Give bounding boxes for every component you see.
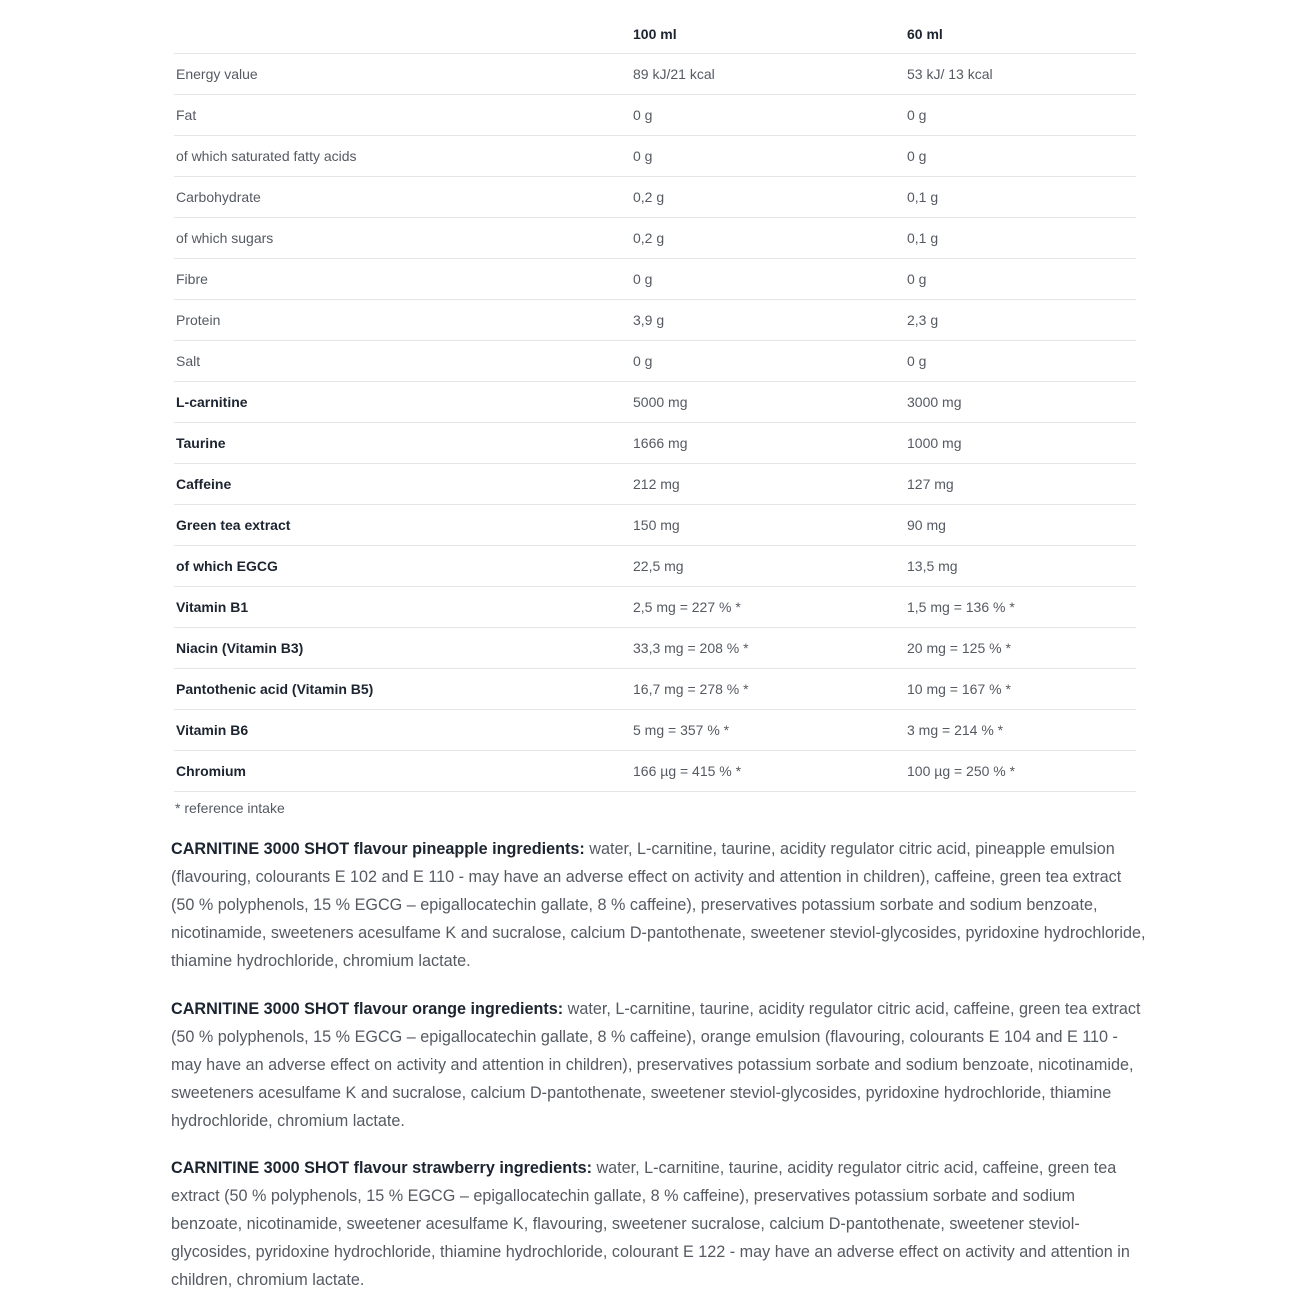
value-100ml: 1666 mg [631,423,905,464]
header-60ml: 60 ml [905,14,1136,54]
nutrient-name: of which EGCG [174,546,631,587]
value-100ml: 22,5 mg [631,546,905,587]
value-60ml: 0 g [905,136,1136,177]
value-100ml: 5000 mg [631,382,905,423]
table-row [174,464,1136,505]
nutrient-name: Taurine [174,423,631,464]
nutrient-name: Fibre [174,259,631,300]
table-row [174,628,1136,669]
nutrient-name: Salt [174,341,631,382]
nutrient-name: Caffeine [174,464,631,505]
table-row [174,546,1136,587]
value-100ml: 0 g [631,136,905,177]
nutrient-name: Vitamin B6 [174,710,631,751]
ingredients-pineapple [171,836,1146,976]
value-60ml: 2,3 g [905,300,1136,341]
value-60ml: 1,5 mg = 136 % * [905,587,1136,628]
value-100ml: 5 mg = 357 % * [631,710,905,751]
table-row [174,259,1136,300]
value-60ml: 127 mg [905,464,1136,505]
value-100ml: 0 g [631,95,905,136]
value-60ml: 20 mg = 125 % * [905,628,1136,669]
value-60ml: 13,5 mg [905,546,1136,587]
value-60ml: 0 g [905,95,1136,136]
nutrient-name: L-carnitine [174,382,631,423]
nutrient-name: of which sugars [174,218,631,259]
nutrient-name: Pantothenic acid (Vitamin B5) [174,669,631,710]
table-row [174,505,1136,546]
table-row [174,95,1136,136]
nutrient-name: of which saturated fatty acids [174,136,631,177]
nutrient-name: Chromium [174,751,631,792]
nutrient-name: Carbohydrate [174,177,631,218]
nutrient-name: Protein [174,300,631,341]
value-100ml: 150 mg [631,505,905,546]
table-row [174,341,1136,382]
value-100ml: 33,3 mg = 208 % * [631,628,905,669]
table-row [174,423,1136,464]
value-60ml: 90 mg [905,505,1136,546]
value-100ml: 16,7 mg = 278 % * [631,669,905,710]
value-100ml: 0 g [631,341,905,382]
table-row [174,54,1136,95]
table-row [174,177,1136,218]
nutrient-name: Energy value [174,54,631,95]
ingredients-heading: CARNITINE 3000 SHOT flavour pineapple ingredients: [171,840,585,858]
value-100ml: 89 kJ/21 kcal [631,54,905,95]
nutrient-name: Vitamin B1 [174,587,631,628]
value-60ml: 100 µg = 250 % * [905,751,1136,792]
ingredients-text: water, L-carnitine, taurine, acidity regulator citric acid, caffeine, green tea extract (50 % polyphenols, 15 % EGCG – epigallocatechin gallate, 8 % caffeine), orange emulsion (flavouring, colourants E 104 and E 110 - may have an adverse effect on activity and attention in children), preservatives potassium sorbate and sodium benzoate, nicotinamide, sweeteners acesulfame K and sucralose, calcium D-pantothenate, sweetener steviol-glycosides, pyridoxine hydrochloride, thiamine hydrochloride, chromium lactate. [171,1000,1141,1130]
value-60ml: 0 g [905,259,1136,300]
table-body [174,54,1136,792]
nutrient-name: Niacin (Vitamin B3) [174,628,631,669]
reference-intake-footnote: * reference intake [175,800,285,816]
value-60ml: 0 g [905,341,1136,382]
nutrient-name: Fat [174,95,631,136]
value-100ml: 166 µg = 415 % * [631,751,905,792]
value-60ml: 10 mg = 167 % * [905,669,1136,710]
nutrient-name: Green tea extract [174,505,631,546]
value-60ml: 1000 mg [905,423,1136,464]
table-row [174,751,1136,792]
table-header-row [174,14,1136,54]
table-row [174,136,1136,177]
value-100ml: 2,5 mg = 227 % * [631,587,905,628]
table-row [174,300,1136,341]
ingredients-strawberry [171,1155,1146,1295]
table-row [174,710,1136,751]
value-60ml: 3 mg = 214 % * [905,710,1136,751]
value-60ml: 53 kJ/ 13 kcal [905,54,1136,95]
header-100ml: 100 ml [631,14,905,54]
ingredients-orange [171,996,1146,1136]
value-100ml: 0 g [631,259,905,300]
table-row [174,382,1136,423]
nutrition-table [174,14,1136,792]
value-100ml: 212 mg [631,464,905,505]
value-60ml: 0,1 g [905,177,1136,218]
value-100ml: 0,2 g [631,177,905,218]
ingredients-text: water, L-carnitine, taurine, acidity regulator citric acid, caffeine, green tea extract (50 % polyphenols, 15 % EGCG – epigallocatechin gallate, 8 % caffeine), preservatives potassium sorbate and sodium benzoate, nicotinamide, sweetener acesulfame K, flavouring, sweetener sucralose, calcium D-pantothenate, sweetener steviol-glycosides, pyridoxine hydrochloride, thiamine hydrochloride, colourant E 122 - may have an adverse effect on activity and attention in children, chromium lactate. [171,1159,1130,1289]
ingredients-heading: CARNITINE 3000 SHOT flavour orange ingredients: [171,1000,564,1018]
ingredients-heading: CARNITINE 3000 SHOT flavour strawberry ingredients: [171,1159,592,1177]
header-nutrient [174,14,631,54]
table-row [174,669,1136,710]
value-60ml: 0,1 g [905,218,1136,259]
table-row [174,587,1136,628]
table-row [174,218,1136,259]
value-60ml: 3000 mg [905,382,1136,423]
value-100ml: 3,9 g [631,300,905,341]
value-100ml: 0,2 g [631,218,905,259]
ingredients-text: water, L-carnitine, taurine, acidity regulator citric acid, pineapple emulsion (flavouring, colourants E 102 and E 110 - may have an adverse effect on activity and attention in children), caffeine, green tea extract (50 % polyphenols, 15 % EGCG – epigallocatechin gallate, 8 % caffeine), preservatives potassium sorbate and sodium benzoate, nicotinamide, sweeteners acesulfame K and sucralose, calcium D-pantothenate, sweetener steviol-glycosides, pyridoxine hydrochloride, thiamine hydrochloride, chromium lactate. [171,840,1146,970]
